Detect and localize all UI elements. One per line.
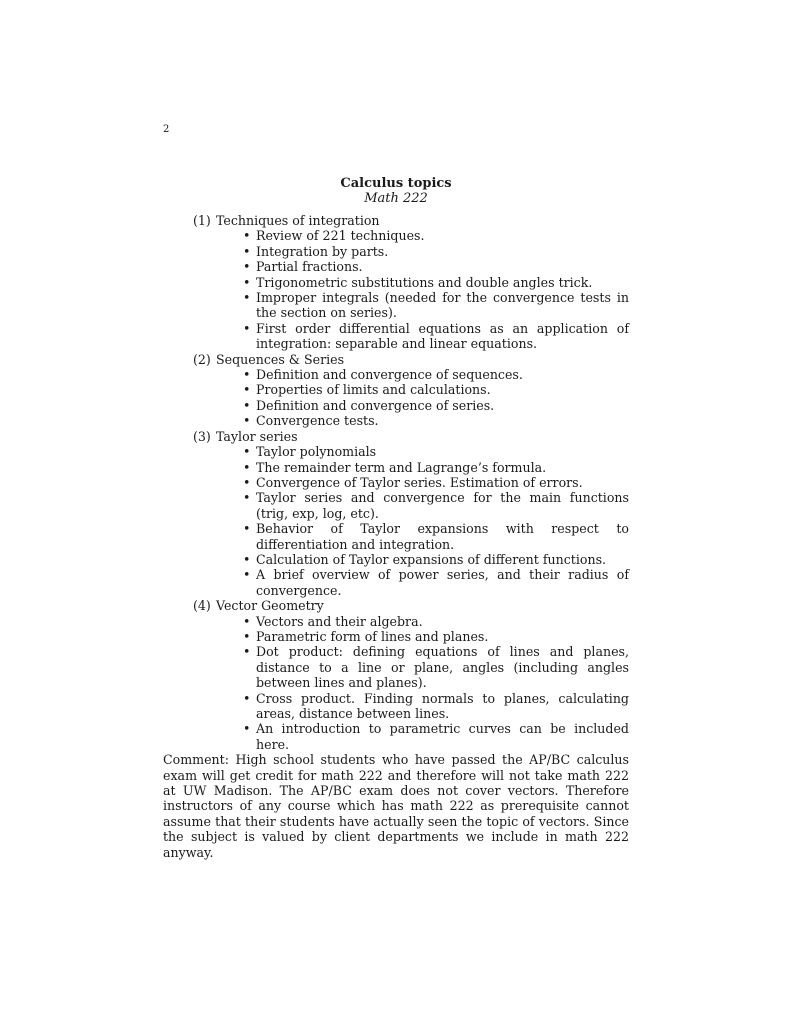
section-number: (3) [193, 428, 211, 444]
topic-text: A brief overview of power series, and their radius of convergence. [256, 567, 629, 598]
bullet-icon: • [243, 397, 251, 413]
topic-text: Integration by parts. [256, 243, 389, 259]
topic-text: Improper integrals (needed for the convergence tests in the section on series). [256, 290, 629, 321]
bullet-icon: • [243, 567, 251, 583]
topic-text: Taylor polynomials [256, 444, 377, 460]
topic-item [243, 460, 629, 475]
topic-item [243, 367, 629, 382]
topic-item [243, 490, 629, 521]
section-heading: Techniques of integration [216, 213, 380, 228]
topic-sections [163, 213, 629, 752]
bullet-icon: • [243, 413, 251, 429]
section-item [163, 213, 629, 352]
bullet-icon: • [243, 367, 251, 383]
topic-text: Calculation of Taylor expansions of different functions. [256, 551, 607, 567]
topic-item [243, 321, 629, 352]
topic-list [216, 614, 629, 753]
page-number: 2 [163, 124, 170, 135]
section-item [163, 352, 629, 429]
section-item [163, 598, 629, 752]
comment-paragraph: Comment: High school students who have passed the AP/BC calculus exam will get credit for math 222 and therefore will not take math 222 at UW Madison. The AP/BC exam does not cover vectors. Therefore instructors of any course which has math 222 as prerequisite cannot assume that their students have actually seen the topic of vectors. Since the subject is valued by client departments we include in math 222 anyway. [163, 752, 629, 860]
topic-text: An introduction to parametric curves can be included here. [256, 721, 629, 752]
topic-text: Review of 221 techniques. [256, 228, 425, 244]
topic-list [216, 444, 629, 598]
topic-text: Taylor series and convergence for the main functions (trig, exp, log, etc). [256, 490, 629, 521]
bullet-icon: • [243, 274, 251, 290]
bullet-icon: • [243, 228, 251, 244]
topic-text: Properties of limits and calculations. [256, 382, 491, 398]
section-heading: Vector Geometry [216, 598, 324, 614]
topic-text: Definition and convergence of sequences. [256, 367, 523, 383]
document-subtitle: Math 222 [364, 191, 428, 206]
bullet-icon: • [243, 613, 251, 629]
topic-text: First order differential equations as an application of integration: separable and linear equations. [256, 320, 629, 352]
topic-text: Cross product. Finding normals to planes, calculating areas, distance between lines. [256, 690, 629, 721]
topic-item [243, 614, 629, 629]
topic-item [243, 691, 629, 722]
topic-text: The remainder term and Lagrange’s formula. [256, 459, 547, 475]
section-heading: Taylor series [216, 428, 298, 444]
topic-item [243, 382, 629, 397]
topic-text: Dot product: defining equations of lines and planes, distance to a line or plane, angles (including angles between lines and planes). [256, 644, 629, 691]
bullet-icon: • [243, 444, 251, 460]
topic-item [243, 228, 629, 243]
bullet-icon: • [243, 243, 251, 259]
bullet-icon: • [243, 644, 251, 660]
topic-text: Convergence tests. [256, 413, 379, 429]
topic-item [243, 259, 629, 274]
section-number: (2) [193, 351, 211, 367]
topic-item [243, 721, 629, 752]
bullet-icon: • [243, 521, 251, 537]
bullet-icon: • [243, 382, 251, 398]
topic-text: Convergence of Taylor series. Estimation of errors. [256, 474, 583, 490]
section-number: (4) [193, 598, 211, 614]
topic-text: Behavior of Taylor expansions with respect to differentiation and integration. [256, 521, 629, 552]
topic-item [243, 444, 629, 459]
bullet-icon: • [243, 459, 251, 475]
topic-text: Trigonometric substitutions and double angles trick. [256, 274, 593, 290]
topic-item [243, 244, 629, 259]
bullet-icon: • [243, 628, 251, 644]
topic-text: Definition and convergence of series. [256, 397, 495, 413]
bullet-icon: • [243, 551, 251, 567]
topic-item [243, 413, 629, 428]
section-item [163, 429, 629, 598]
section-heading: Sequences & Series [216, 351, 345, 367]
topic-item [243, 275, 629, 290]
bullet-icon: • [243, 320, 251, 336]
document-body [163, 176, 629, 873]
topic-item [243, 290, 629, 321]
bullet-icon: • [243, 721, 251, 737]
topic-item [243, 629, 629, 644]
topic-item [243, 552, 629, 567]
bullet-icon: • [243, 290, 251, 306]
topic-text: Partial fractions. [256, 259, 363, 275]
section-number: (1) [193, 213, 211, 228]
topic-list [216, 228, 629, 351]
topic-item [243, 398, 629, 413]
bullet-icon: • [243, 490, 251, 506]
topic-item [243, 567, 629, 598]
topic-item [243, 521, 629, 552]
topic-item [243, 475, 629, 490]
document-title: Calculus topics [340, 176, 452, 191]
topic-item [243, 644, 629, 690]
bullet-icon: • [243, 474, 251, 490]
bullet-icon: • [243, 690, 251, 706]
topic-text: Vectors and their algebra. [256, 613, 423, 629]
bullet-icon: • [243, 259, 251, 275]
topic-text: Parametric form of lines and planes. [256, 628, 489, 644]
topic-list [216, 367, 629, 429]
